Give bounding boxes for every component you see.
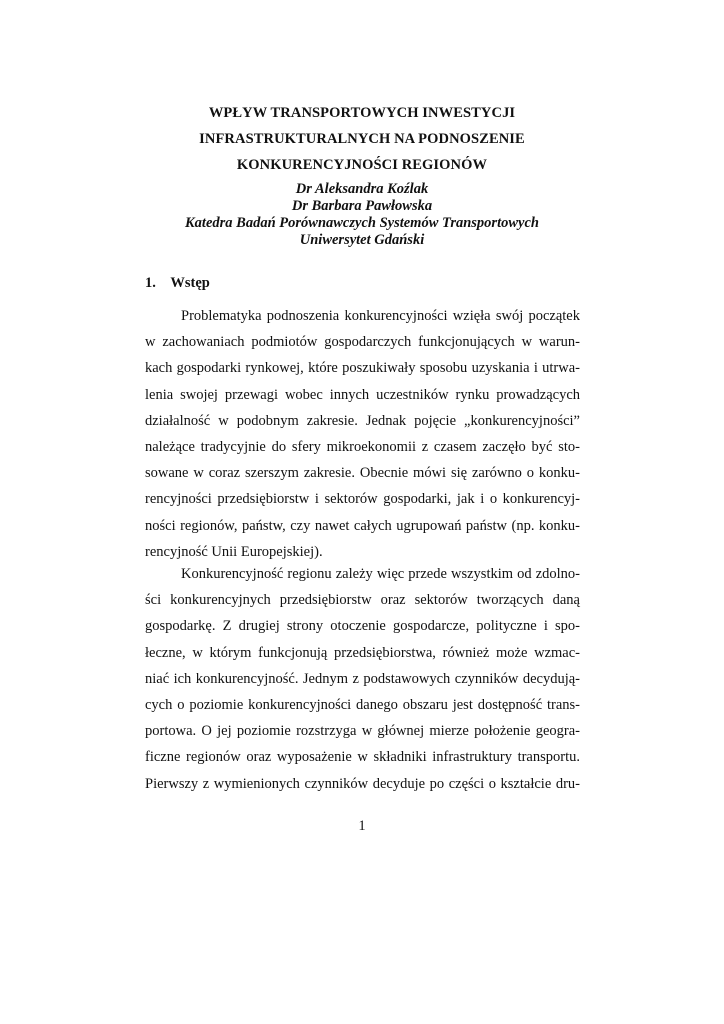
paragraph-2	[145, 561, 580, 797]
paragraph-line: sowane w coraz szerszym zakresie. Obecnie mówi się zarówno o konku-	[145, 465, 580, 482]
author-affiliation-department: Katedra Badań Porównawczych Systemów Transportowych	[185, 215, 539, 231]
paragraph-line: ności regionów, państw, czy nawet całych ugrupowań państw (np. konku-	[145, 517, 580, 534]
section-heading	[145, 275, 210, 292]
paragraph-line: ści konkurencyjnych przedsiębiorstw oraz sektorów tworzących daną	[145, 592, 580, 609]
paragraph-line: Problematyka podnoszenia konkurencyjności wzięła swój początek	[181, 308, 580, 324]
paragraph-line: Konkurencyjność regionu zależy więc przede wszystkim od zdolno-	[181, 566, 580, 582]
section-title: Wstęp	[170, 275, 210, 291]
paragraph-line: cych o poziomie konkurencyjności danego obszaru jest dostępność trans-	[145, 696, 580, 713]
paragraph-1	[145, 303, 580, 565]
paragraph-line: w zachowaniach podmiotów gospodarczych funkcjonujących w warun-	[145, 334, 580, 351]
paragraph-line: działalność w podobnym zakresie. Jednak pojęcie „konkurencyjności”	[145, 412, 580, 429]
title-line-1: WPŁYW TRANSPORTOWYCH INWESTYCJI	[208, 105, 516, 121]
paragraph-line: rencyjność Unii Europejskiej).	[145, 543, 323, 560]
paragraph-line: łeczne, w którym funkcjonują przedsiębiorstwa, również może wzmac-	[145, 644, 580, 661]
paragraph-line: kach gospodarki rynkowej, które poszukiwały sposobu uzyskania i utrwa-	[145, 360, 580, 377]
title-line-3: KONKURENCYJNOŚCI REGIONÓW	[236, 157, 488, 173]
paragraph-line: niać ich konkurencyjność. Jednym z podstawowych czynników decydują-	[145, 670, 580, 687]
paragraph-line: ficzne regionów oraz wyposażenie w składniki infrastruktury transportu.	[145, 749, 580, 766]
paragraph-line: lenia swojej przewagi wobec innych uczestników rynku prowadzących	[145, 386, 580, 403]
title-line-2: INFRASTRUKTURALNYCH NA PODNOSZENIE	[199, 131, 525, 147]
author-2: Dr Barbara Pawłowska	[291, 198, 433, 214]
page-number: 1	[358, 818, 366, 834]
paragraph-line: portowa. O jej poziomie rozstrzyga w głównej mierze położenie geogra-	[145, 723, 580, 740]
section-number: 1.	[145, 275, 156, 291]
paragraph-line: Pierwszy z wymienionych czynników decyduje po części o kształcie dru-	[145, 775, 580, 792]
author-affiliation-university: Uniwersytet Gdański	[299, 232, 425, 248]
author-1: Dr Aleksandra Koźlak	[295, 181, 429, 197]
paragraph-line: rencyjności przedsiębiorstw i sektorów gospodarki, jak i o konkurencyj-	[145, 491, 580, 508]
paragraph-line: gospodarkę. Z drugiej strony otoczenie gospodarcze, polityczne i spo-	[145, 618, 580, 635]
paragraph-line: należące tradycyjnie do sfery mikroekonomii z czasem zaczęło być sto-	[145, 438, 580, 455]
